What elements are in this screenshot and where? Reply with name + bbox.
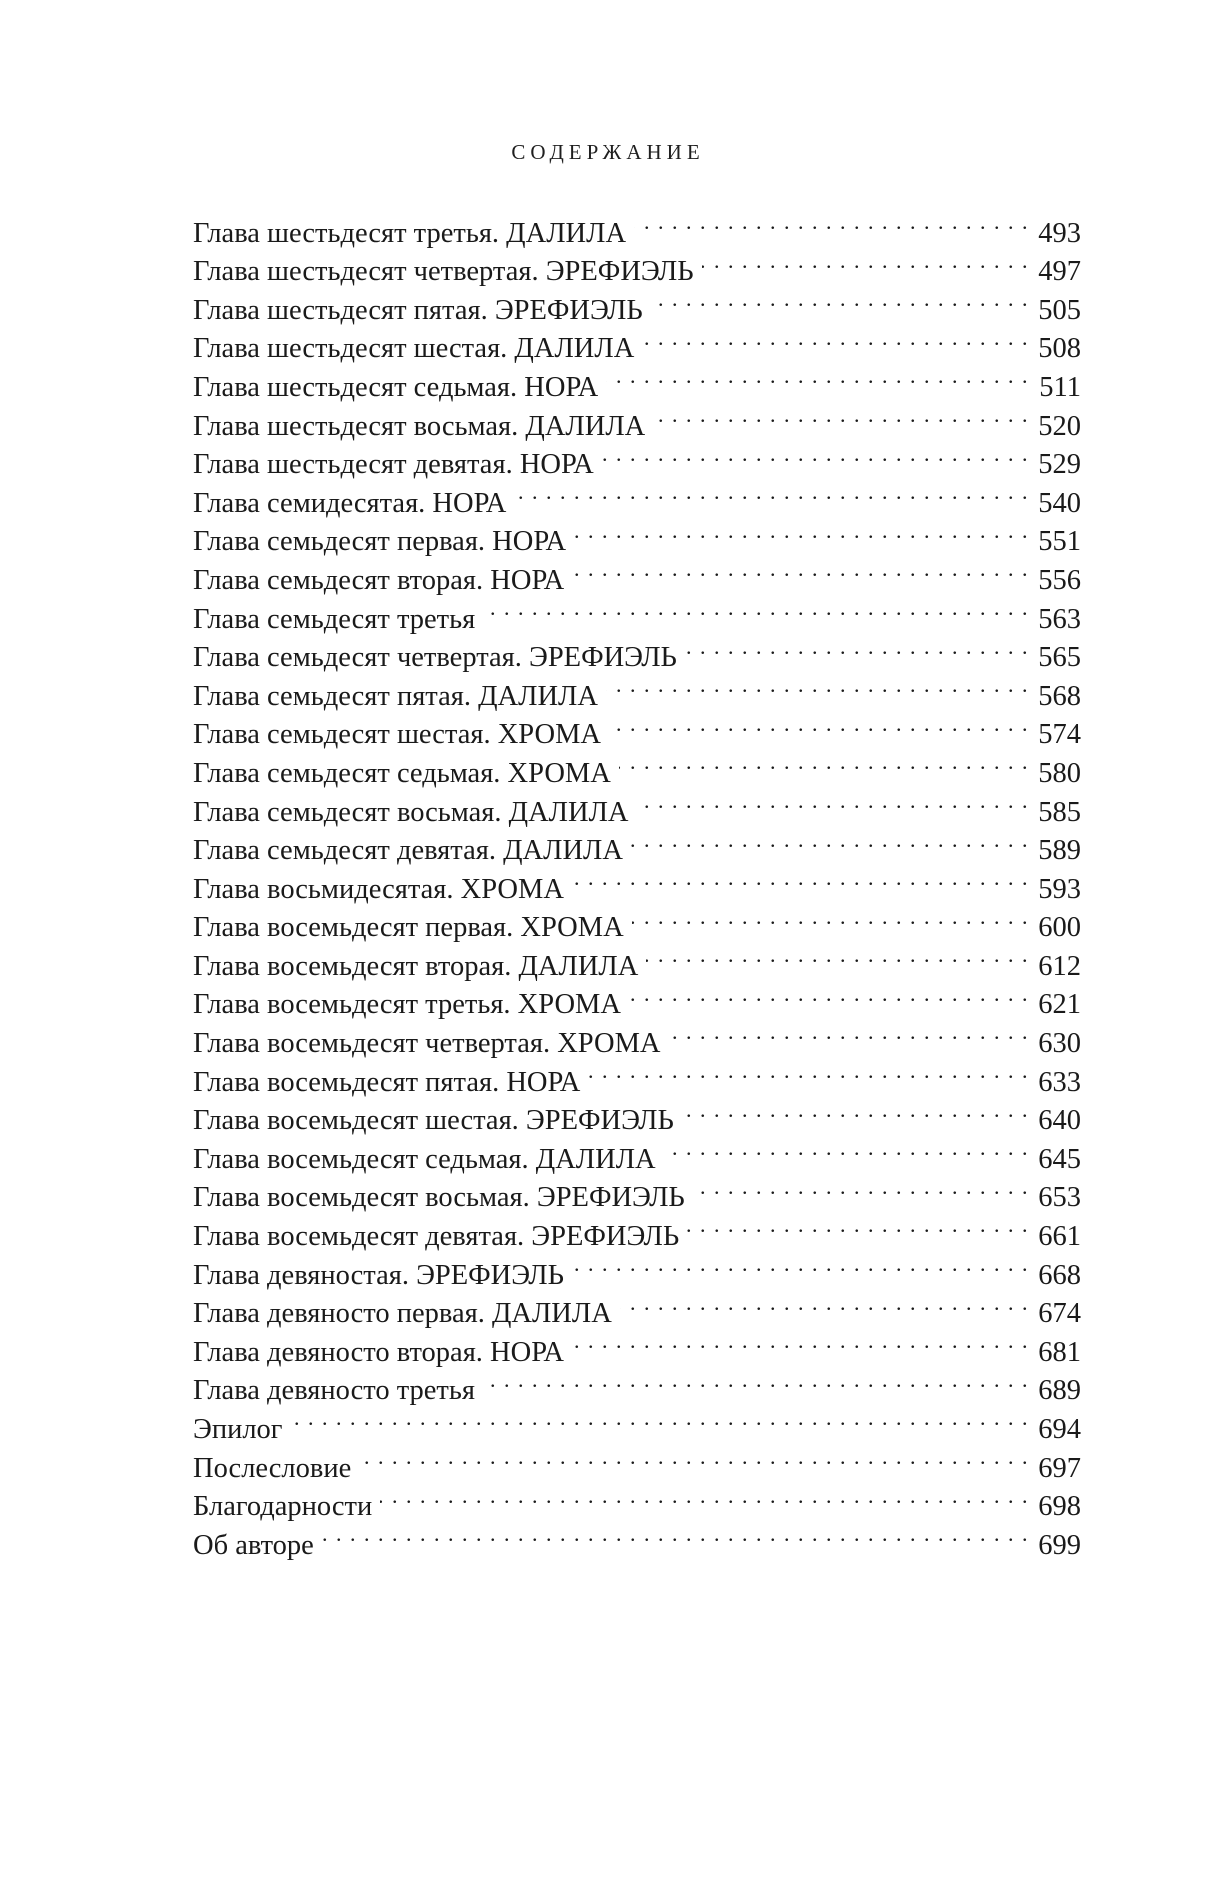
toc-entry-page-number: 640	[1038, 1105, 1081, 1137]
toc-entry-title: Глава семьдесят седьмая. ХРОМА	[193, 757, 611, 789]
table-of-contents	[193, 203, 1081, 1561]
toc-entry-title: Послесловие	[193, 1452, 352, 1484]
toc-entry-page-number: 653	[1038, 1182, 1081, 1214]
dot-leader	[687, 1206, 1029, 1245]
toc-entry-page-number: 511	[1039, 371, 1081, 403]
toc-entry-title: Глава восемьдесят пятая. НОРА	[193, 1066, 581, 1098]
dot-leader	[588, 1052, 1029, 1091]
dot-leader	[629, 975, 1029, 1014]
toc-entry-page-number: 600	[1038, 912, 1081, 944]
toc-entry-title: Глава семидесятая. НОРА	[193, 487, 507, 519]
dot-leader	[380, 1477, 1029, 1516]
toc-entry-page-number: 681	[1038, 1336, 1081, 1368]
dot-leader	[609, 705, 1029, 744]
dot-leader	[514, 473, 1029, 512]
dot-leader	[359, 1438, 1029, 1477]
toc-entry-title: Глава шестьдесят пятая. ЭРЕФИЭЛЬ	[193, 294, 643, 326]
toc-entry-page-number: 497	[1038, 256, 1081, 288]
dot-leader	[602, 435, 1029, 474]
toc-entry-page-number: 585	[1038, 796, 1081, 828]
dot-leader	[574, 512, 1029, 551]
dot-leader	[634, 203, 1029, 242]
toc-entry	[193, 203, 1081, 249]
toc-entry	[193, 1399, 1081, 1445]
dot-leader	[290, 1399, 1029, 1438]
toc-entry	[193, 1438, 1081, 1484]
dot-leader	[606, 357, 1029, 396]
dot-leader	[685, 628, 1029, 667]
toc-entry-title: Глава восемьдесят шестая. ЭРЕФИЭЛЬ	[193, 1105, 674, 1137]
toc-entry-title: Глава девяносто вторая. НОРА	[193, 1336, 565, 1368]
dot-leader	[572, 1322, 1029, 1361]
toc-entry-title: Глава шестьдесят третья. ДАЛИЛА	[193, 217, 627, 249]
dot-leader	[483, 1361, 1029, 1400]
toc-entry-page-number: 493	[1038, 217, 1081, 249]
toc-entry-page-number: 645	[1038, 1143, 1081, 1175]
toc-entry	[193, 1515, 1081, 1561]
toc-entry-title: Глава семьдесят третья	[193, 603, 476, 635]
toc-entry-page-number: 520	[1038, 410, 1081, 442]
toc-entry-title: Эпилог	[193, 1414, 283, 1445]
toc-entry-page-number: 505	[1038, 294, 1081, 326]
dot-leader	[606, 666, 1029, 705]
toc-entry-page-number: 698	[1038, 1491, 1081, 1523]
toc-entry-page-number: 694	[1038, 1414, 1081, 1445]
toc-entry-page-number: 593	[1038, 873, 1081, 905]
dot-leader	[619, 743, 1029, 782]
dot-leader	[664, 1129, 1029, 1168]
toc-entry-page-number: 589	[1038, 835, 1081, 867]
toc-entry-page-number: 689	[1038, 1375, 1081, 1407]
toc-entry-page-number: 633	[1038, 1066, 1081, 1098]
toc-entry-title: Благодарности	[193, 1491, 373, 1523]
toc-entry-page-number: 508	[1038, 333, 1081, 365]
toc-entry-page-number: 661	[1038, 1221, 1081, 1253]
toc-entry-page-number: 568	[1038, 680, 1081, 712]
toc-entry-page-number: 612	[1038, 950, 1081, 982]
toc-entry-title: Глава восемьдесят первая. ХРОМА	[193, 912, 624, 944]
toc-entry-title: Глава семьдесят девятая. ДАЛИЛА	[193, 835, 623, 867]
toc-entry-title: Глава шестьдесят восьмая. ДАЛИЛА	[193, 410, 646, 442]
toc-entry-title: Глава шестьдесят шестая. ДАЛИЛА	[193, 333, 635, 365]
toc-entry-page-number: 630	[1038, 1028, 1081, 1060]
toc-entry-page-number: 556	[1038, 564, 1081, 596]
dot-leader	[702, 242, 1029, 281]
toc-entry-page-number: 563	[1038, 603, 1081, 635]
running-head: СОДЕРЖАНИЕ	[511, 140, 705, 164]
dot-leader	[483, 589, 1029, 628]
toc-entry-title: Об авторе	[193, 1529, 314, 1561]
toc-entry-page-number: 529	[1038, 449, 1081, 481]
toc-entry-title: Глава девяностая. ЭРЕФИЭЛЬ	[193, 1259, 564, 1291]
dot-leader	[682, 1091, 1029, 1130]
dot-leader	[620, 1284, 1029, 1323]
toc-entry-page-number: 540	[1038, 487, 1081, 519]
dot-leader	[637, 782, 1029, 821]
dot-leader	[653, 396, 1029, 435]
dot-leader	[651, 280, 1029, 319]
toc-entry-page-number: 699	[1038, 1529, 1081, 1561]
toc-entry-page-number: 574	[1038, 719, 1081, 751]
toc-entry-page-number: 674	[1038, 1298, 1081, 1330]
toc-entry-title: Глава восемьдесят девятая. ЭРЕФИЭЛЬ	[193, 1221, 680, 1253]
toc-entry-page-number: 580	[1038, 757, 1081, 789]
toc-entry-title: Глава восемьдесят четвертая. ХРОМА	[193, 1028, 661, 1060]
toc-entry-title: Глава семьдесят шестая. ХРОМА	[193, 719, 601, 751]
toc-entry-page-number: 565	[1038, 642, 1081, 674]
dot-leader	[693, 1168, 1029, 1207]
dot-leader	[632, 898, 1029, 937]
dot-leader	[322, 1515, 1029, 1554]
toc-entry-title: Глава восемьдесят вторая. ДАЛИЛА	[193, 950, 639, 982]
toc-entry-page-number: 697	[1038, 1452, 1081, 1484]
toc-entry-title: Глава девяносто первая. ДАЛИЛА	[193, 1298, 612, 1330]
dot-leader	[642, 319, 1029, 358]
toc-entry-title: Глава шестьдесят девятая. НОРА	[193, 449, 594, 481]
toc-entry-title: Глава восемьдесят третья. ХРОМА	[193, 989, 621, 1021]
dot-leader	[646, 936, 1029, 975]
toc-entry-page-number: 551	[1038, 526, 1081, 558]
dot-leader	[572, 859, 1029, 898]
dot-leader	[669, 1013, 1029, 1052]
dot-leader	[631, 821, 1029, 860]
toc-entry-title: Глава девяносто третья	[193, 1375, 475, 1407]
toc-entry-title: Глава семьдесят восьмая. ДАЛИЛА	[193, 796, 629, 828]
toc-entry-title: Глава шестьдесят седьмая. НОРА	[193, 371, 599, 403]
toc-entry-title: Глава семьдесят четвертая. ЭРЕФИЭЛЬ	[193, 642, 677, 674]
toc-entry-title: Глава семьдесят первая. НОРА	[193, 526, 567, 558]
toc-entry-page-number: 621	[1038, 989, 1081, 1021]
dot-leader	[572, 1245, 1029, 1284]
toc-entry-page-number: 668	[1038, 1259, 1081, 1291]
toc-entry-title: Глава семьдесят пятая. ДАЛИЛА	[193, 680, 598, 712]
toc-entry-title: Глава восемьдесят восьмая. ЭРЕФИЭЛЬ	[193, 1182, 685, 1214]
toc-entry-title: Глава семьдесят вторая. НОРА	[193, 564, 565, 596]
toc-entry-title: Глава восьмидесятая. ХРОМА	[193, 873, 564, 905]
toc-entry-title: Глава восемьдесят седьмая. ДАЛИЛА	[193, 1143, 656, 1175]
toc-entry-title: Глава шестьдесят четвертая. ЭРЕФИЭЛЬ	[193, 256, 694, 288]
dot-leader	[572, 550, 1029, 589]
